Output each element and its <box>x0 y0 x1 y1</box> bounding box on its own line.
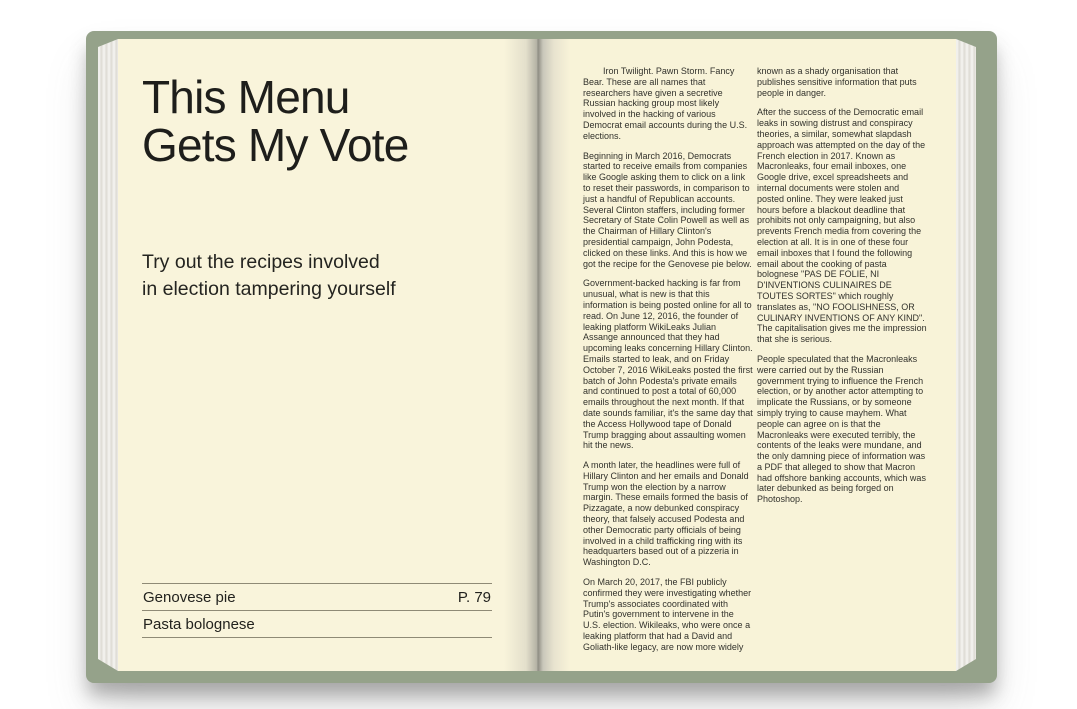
page-subtitle <box>142 249 396 303</box>
page-fore-edge-right <box>956 39 976 671</box>
page-title <box>142 73 409 169</box>
paragraph: On March 20, 2017, the FBI publicly confirmed they were investigating whether Trump's associates coordinated with Putin's government to intervene in the U.S. election. Wikileaks, who were once a leaking platform that had a David and Goliath-like legacy, are now more widely <box>583 577 752 652</box>
recipe-name: Pasta bolognese <box>143 616 255 633</box>
recipe-index <box>142 583 492 638</box>
paragraph: People speculated that the Macronleaks were carried out by the Russian government trying to influence the French election, or by another actor attempting to implicate the Russians, or by someone simply trying to cause mayhem. What people can agree on is that the Macronleaks were executed terribly, the contents of the leaks were mundane, and the only damning piece of information was a PDF that alleged to show that Macron had offshore banking accounts, which was later debunked as being forged on Photoshop. <box>757 353 926 505</box>
left-page <box>118 39 538 671</box>
page-title-line2: Gets My Vote <box>142 119 409 171</box>
paragraph: Beginning in March 2016, Democrats started to receive emails from companies like Google asking them to click on a link to reset their passwords, in comparison to just a handful of Republican accounts. Several Clinton staffers, including former Secretary of State Colin Powell as well as the Chairman of Hillary Clinton's presidential campaign, John Podesta, clicked on these links. And this is how we got the recipe for the Genovese pie below. <box>583 150 752 269</box>
index-row <box>142 611 492 638</box>
page-title-line1: This Menu <box>142 71 350 123</box>
article-column-1 <box>583 66 753 662</box>
recipe-name: Genovese pie <box>143 589 236 606</box>
page-fore-edge-left <box>98 39 118 671</box>
paragraph: Government-backed hacking is far from unusual, what is new is that this information is being posted online for all to read. On June 12, 2016, the founder of leaking platform WikiLeaks Julian Assange announced that they had upcoming leaks concerning Hillary Clinton. Emails started to leak, and on Friday October 7, 2016 WikiLeaks posted the first batch of John Podesta's private emails and continued to post a total of 60,000 emails throughout the next month. If that date sounds familiar, it's the same day that the Access Hollywood tape of Donald Trump bragging about assaulting women hit the news. <box>583 278 753 451</box>
right-page <box>538 39 956 671</box>
paragraph: After the success of the Democratic email leaks in sowing distrust and conspiracy theories, a similar, somewhat slapdash approach was attempted on the day of the French election in 2017. Known as Macronleaks, four email inboxes, one Google drive, excel spreadsheets and internal documents were stolen and posted online. They were leaked just hours before a blackout deadline that prohibits not only campaigning, but also prevents French media from covering the election at all. It is in one of these four email inboxes that I found the following email about the cooking of pasta bolognese "PAS DE FOLIE, NI D'INVENTIONS CULINAIRES DE TOUTES SORTES" which roughly translates as, "NO FOOLISHNESS, OR CULINARY INVENTIONS OF ANY KIND". The capitalisation gives me the impression that she is serious. <box>757 107 927 345</box>
recipe-page-number: P. 79 <box>457 589 491 606</box>
index-row <box>142 584 492 611</box>
page-subtitle-line1: Try out the recipes involved <box>142 251 380 273</box>
paragraph: known as a shady organisation that publishes sensitive information that puts people in danger. <box>757 66 917 98</box>
paragraph: A month later, the headlines were full of Hillary Clinton and her emails and Donald Trump won the election by a narrow margin. These emails formed the basis of Pizzagate, a now debunked conspiracy theory, that falsely accused Podesta and other Democratic party officials of being involved in a child trafficking ring with its headquarters based out of a pizzeria in Washington D.C. <box>583 460 749 568</box>
page-subtitle-line2: in election tampering yourself <box>142 278 396 300</box>
paragraph: Iron Twilight. Pawn Storm. Fancy Bear. These are all names that researchers have given a secretive Russian hacking group most likely involved in the hacking of various Democrat email accounts during the U.S. elections. <box>583 66 748 141</box>
article-column-2 <box>757 66 927 514</box>
